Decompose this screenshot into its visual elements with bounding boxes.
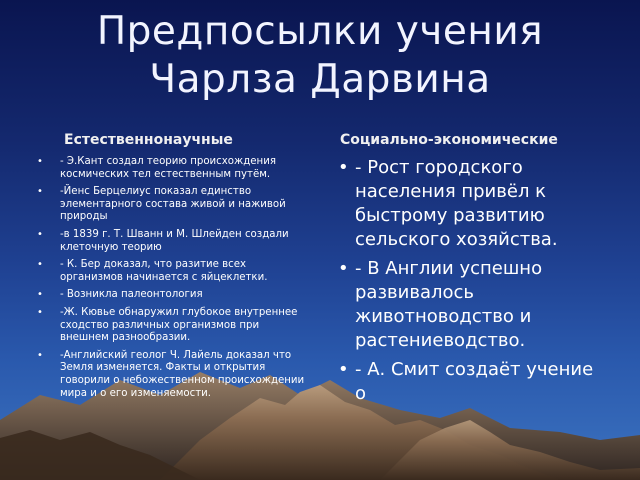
list-item: • - Возникла палеонтология — [36, 289, 310, 302]
title-line-2: Чарлза Дарвина — [149, 57, 491, 102]
left-bullet-list — [36, 156, 310, 405]
list-item: • - В Англии успешно развивалось животноводство и растениеводство. — [338, 257, 608, 353]
right-column-heading: Социально-экономические — [340, 132, 558, 148]
list-item: • - А. Смит создаёт учение о — [338, 358, 608, 406]
right-bullet-list — [338, 156, 608, 411]
slide-title — [0, 8, 640, 104]
list-item: • -Йенс Берцелиус показал единство элементарного состава живой и наживой природы — [36, 186, 310, 224]
title-line-1: Предпосылки учения — [96, 9, 544, 54]
left-column-heading: Естественнонаучные — [64, 132, 233, 148]
list-item: • -в 1839 г. Т. Шванн и М. Шлейден создали клеточную теорию — [36, 229, 310, 254]
list-item: • -Английский геолог Ч. Лайель доказал что Земля изменяется. Факты и открытия говорили о небожественном происхождении мира и о его изменяемости. — [36, 350, 310, 400]
list-item: • - Рост городского населения привёл к быстрому развитию сельского хозяйства. — [338, 156, 608, 252]
list-item: • - Э.Кант создал теорию происхождения космических тел естественным путём. — [36, 156, 310, 181]
list-item: • - К. Бер доказал, что разитие всех организмов начинается с яйцеклетки. — [36, 259, 310, 284]
list-item: • -Ж. Кювье обнаружил глубокое внутреннее сходство различных организмов при внешнем разнообразии. — [36, 307, 310, 345]
